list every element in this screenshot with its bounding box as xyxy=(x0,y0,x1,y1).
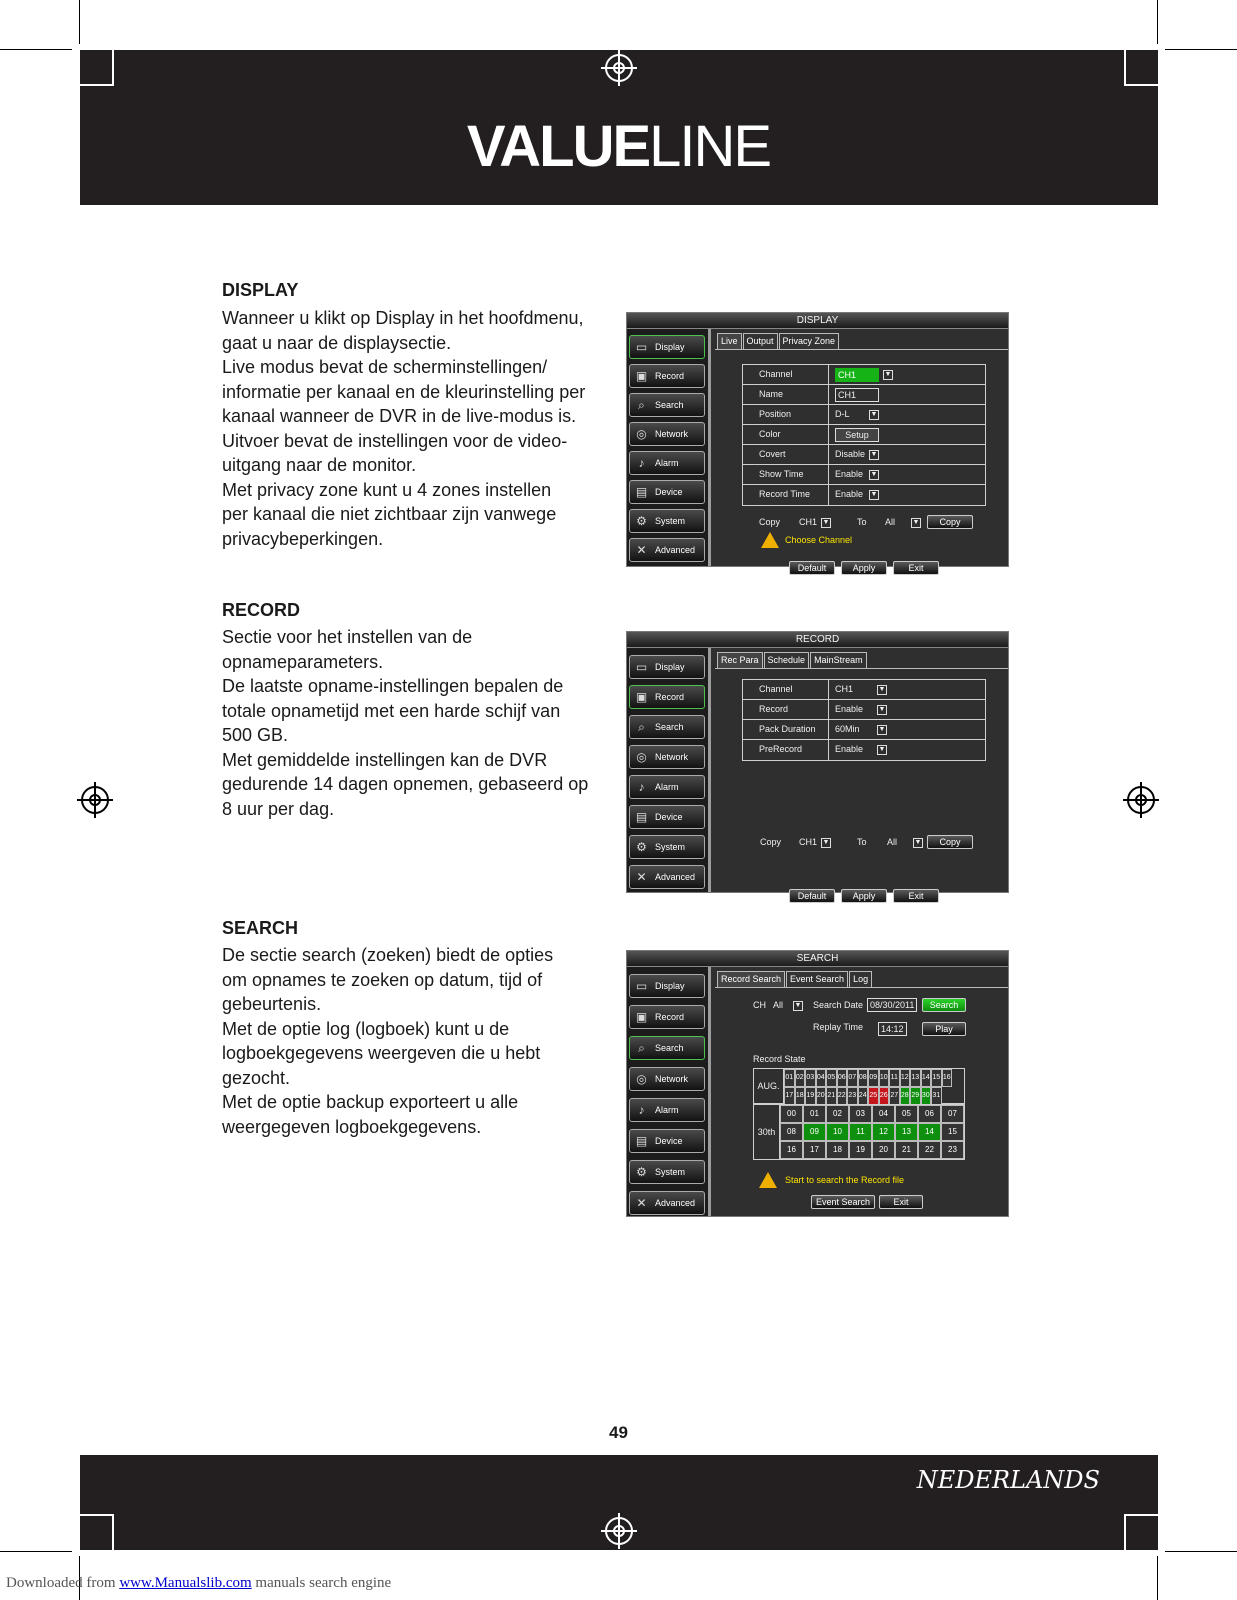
table-row xyxy=(743,485,985,505)
table-row xyxy=(743,425,985,445)
calendar-hour[interactable]: 07 xyxy=(941,1105,964,1123)
apply-button[interactable]: Apply xyxy=(841,889,887,903)
calendar-hour[interactable]: 18 xyxy=(826,1141,849,1159)
row-label: Channel xyxy=(743,365,829,384)
table-row xyxy=(743,385,985,405)
main-panel xyxy=(715,329,1008,573)
channel-select[interactable] xyxy=(829,365,985,384)
chevron-down-icon: ▼ xyxy=(878,725,886,733)
row-value: Enable xyxy=(835,744,864,754)
calendar-day[interactable]: 25 xyxy=(868,1087,879,1105)
row-value: CH1 xyxy=(835,388,879,402)
monitor-icon: ▭ xyxy=(635,979,648,993)
crop-mark xyxy=(79,0,80,44)
calendar-hour[interactable]: 14 xyxy=(918,1123,941,1141)
exit-button[interactable]: Exit xyxy=(879,1195,923,1209)
show-time-select[interactable] xyxy=(829,465,985,484)
warning-text: Choose Channel xyxy=(785,535,853,545)
table-row xyxy=(743,740,985,760)
row-value: CH1 xyxy=(835,684,854,694)
search-icon: ⌕ xyxy=(638,720,645,734)
replay-time-label: Replay Time xyxy=(813,1022,864,1032)
event-search-button[interactable]: Event Search xyxy=(811,1195,875,1209)
exit-button[interactable]: Exit xyxy=(893,889,939,903)
row-label: Show Time xyxy=(743,465,829,484)
settings-panel xyxy=(715,668,1008,901)
search-icon: ⌕ xyxy=(638,1041,645,1055)
tab-output[interactable]: Output xyxy=(743,333,778,349)
apply-button[interactable]: Apply xyxy=(841,561,887,575)
sidebar-item-network[interactable]: ◎ Network xyxy=(629,1067,705,1091)
search-screenshot xyxy=(626,950,1009,1217)
row-label: Record xyxy=(743,700,829,719)
copy-label: Copy xyxy=(760,837,782,847)
copy-button[interactable]: Copy xyxy=(927,515,973,529)
crop-mark xyxy=(1157,1556,1158,1600)
calendar-day[interactable]: 12 xyxy=(900,1069,911,1087)
alarm-icon: ♪ xyxy=(638,780,645,794)
screen-title: RECORD xyxy=(627,632,1008,648)
tab-privacy-zone[interactable]: Privacy Zone xyxy=(779,333,840,349)
table-row xyxy=(743,720,985,740)
calendar-hour[interactable]: 22 xyxy=(918,1141,941,1159)
language-label: NEDERLANDS xyxy=(916,1466,1100,1494)
tab-bar xyxy=(717,333,840,349)
calendar-hour[interactable]: 17 xyxy=(803,1141,826,1159)
network-icon: ◎ xyxy=(636,750,647,764)
tools-icon: ✕ xyxy=(636,543,647,557)
calendar-hour[interactable]: 21 xyxy=(895,1141,918,1159)
ch-select[interactable]: All ▼ xyxy=(773,1000,802,1010)
row-value: Enable xyxy=(835,469,864,479)
calendar-day[interactable]: 27 xyxy=(889,1087,900,1105)
default-button[interactable]: Default xyxy=(789,889,835,903)
calendar-day[interactable]: 13 xyxy=(910,1069,921,1087)
sidebar-item-network[interactable]: ◎ Network xyxy=(629,745,705,769)
day-label: 30th xyxy=(754,1105,780,1159)
calendar-day[interactable]: 20 xyxy=(816,1087,827,1105)
row-label: Channel xyxy=(743,680,829,699)
record-select[interactable] xyxy=(829,700,985,719)
manualslib-link[interactable]: www.Manualslib.com xyxy=(119,1575,252,1591)
chevron-down-icon: ▼ xyxy=(878,685,886,693)
calendar-day[interactable]: 28 xyxy=(900,1087,911,1105)
system-icon: ⚙ xyxy=(636,840,647,854)
corner-mark xyxy=(80,50,114,86)
sidebar-item-alarm[interactable]: ♪ Alarm xyxy=(629,775,705,799)
covert-select[interactable] xyxy=(829,445,985,464)
record-icon: ▣ xyxy=(635,690,648,704)
calendar-day[interactable]: 14 xyxy=(921,1069,932,1087)
row-label: Color xyxy=(743,425,829,444)
to-label: To xyxy=(857,837,867,847)
calendar-day[interactable]: 16 xyxy=(942,1069,953,1087)
hour-row xyxy=(780,1123,964,1141)
tab-rec-para[interactable]: Rec Para xyxy=(717,652,763,668)
device-icon: ▤ xyxy=(635,810,648,824)
calendar-hour[interactable]: 08 xyxy=(780,1123,803,1141)
chevron-down-icon: ▼ xyxy=(914,838,922,846)
row-value: Disable xyxy=(835,449,866,459)
tools-icon: ✕ xyxy=(636,870,647,884)
chevron-down-icon: ▼ xyxy=(794,1001,802,1009)
main-panel xyxy=(715,967,1008,1216)
calendar-day[interactable]: 26 xyxy=(879,1087,890,1105)
table-row xyxy=(743,365,985,385)
registration-mark-icon xyxy=(605,54,633,82)
calendar-hour[interactable]: 13 xyxy=(895,1123,918,1141)
crop-mark xyxy=(0,1551,72,1552)
monitor-icon: ▭ xyxy=(635,340,648,354)
network-icon: ◎ xyxy=(636,1072,647,1086)
corner-mark xyxy=(1124,50,1158,86)
prerecord-select[interactable] xyxy=(829,740,985,760)
sidebar-item-device[interactable]: ▤ Device xyxy=(629,480,705,504)
calendar-day[interactable]: 02 xyxy=(795,1069,806,1087)
row-value: Enable xyxy=(835,489,864,499)
tab-bar xyxy=(717,971,873,987)
calendar-day[interactable]: 06 xyxy=(837,1069,848,1087)
copy-to-select[interactable]: All ▼ xyxy=(887,837,922,847)
sidebar-item-alarm[interactable]: ♪ Alarm xyxy=(629,1098,705,1122)
chevron-down-icon: ▼ xyxy=(912,518,920,526)
calendar-hour[interactable]: 02 xyxy=(826,1105,849,1123)
record-time-select[interactable] xyxy=(829,485,985,505)
default-button[interactable]: Default xyxy=(789,561,835,575)
calendar-day[interactable]: 03 xyxy=(805,1069,816,1087)
tab-bar xyxy=(717,652,868,668)
page-number: 49 xyxy=(609,1423,628,1442)
row-value: Enable xyxy=(835,704,864,714)
sidebar xyxy=(627,967,711,1216)
copy-button[interactable]: Copy xyxy=(927,835,973,849)
calendar-hour[interactable]: 04 xyxy=(872,1105,895,1123)
chevron-down-icon: ▼ xyxy=(870,490,878,498)
calendar-day[interactable]: 05 xyxy=(826,1069,837,1087)
sidebar-item-advanced[interactable]: ✕ Advanced xyxy=(629,865,705,889)
section-body: Sectie voor het instellen van de opnameparameters. De laatste opname-instellingen bepalen de totale opnametijd met een harde schijf van 500 GB. Met gemiddelde instellingen kan de DVR gedurende 14 dagen opnemen, gebaseerd op 8 uur per dag. xyxy=(222,627,589,819)
calendar-day[interactable]: 21 xyxy=(826,1087,837,1105)
row-label: Covert xyxy=(743,445,829,464)
sidebar-item-device[interactable]: ▤ Device xyxy=(629,1129,705,1153)
sidebar-item-record[interactable]: ▣ Record xyxy=(629,685,705,709)
record-screenshot xyxy=(626,631,1009,901)
copy-label: Copy xyxy=(759,517,781,527)
sidebar-item-record[interactable]: ▣ Record xyxy=(629,364,705,388)
day-grid xyxy=(784,1069,952,1103)
day-row xyxy=(784,1069,952,1087)
crop-mark xyxy=(1165,1551,1237,1552)
sidebar xyxy=(627,329,711,566)
corner-mark xyxy=(80,1514,114,1550)
calendar-day[interactable]: 29 xyxy=(910,1087,921,1105)
crop-mark xyxy=(0,49,72,50)
calendar-hour[interactable]: 10 xyxy=(826,1123,849,1141)
sidebar-item-system[interactable]: ⚙ System xyxy=(629,1160,705,1184)
main-panel xyxy=(715,648,1008,901)
brand-logo: VALUELINE xyxy=(466,114,771,179)
row-value: D-L xyxy=(835,409,850,419)
calendar-day[interactable]: 18 xyxy=(795,1087,806,1105)
registration-mark-icon xyxy=(1127,786,1155,814)
calendar-day[interactable]: 08 xyxy=(858,1069,869,1087)
section-title: RECORD xyxy=(222,600,301,620)
calendar-day[interactable]: 07 xyxy=(847,1069,858,1087)
calendar-hour[interactable]: 23 xyxy=(941,1141,964,1159)
calendar-day[interactable]: 15 xyxy=(931,1069,942,1087)
settings-panel xyxy=(715,349,1008,573)
search-date-input[interactable]: 08/30/2011 xyxy=(867,998,917,1012)
download-credit: Downloaded from www.Manualslib.com manuals search engine xyxy=(6,1575,392,1591)
tab-live[interactable]: Live xyxy=(717,333,742,349)
registration-mark-icon xyxy=(605,1517,633,1545)
corner-mark xyxy=(1124,1514,1158,1550)
screen-title: SEARCH xyxy=(627,951,1008,967)
record-icon: ▣ xyxy=(635,1010,648,1024)
table-row xyxy=(743,405,985,425)
warning-icon xyxy=(759,1172,777,1188)
calendar-day[interactable]: 23 xyxy=(847,1087,858,1105)
sidebar-item-search[interactable]: ⌕ Search xyxy=(629,715,705,739)
calendar-hour[interactable]: 05 xyxy=(895,1105,918,1123)
calendar-day[interactable]: 01 xyxy=(784,1069,795,1087)
to-label: To xyxy=(857,517,867,527)
record-state-label: Record State xyxy=(753,1054,806,1064)
screen-title: DISPLAY xyxy=(627,313,1008,329)
calendar-hour[interactable]: 16 xyxy=(780,1141,803,1159)
copy-from-select[interactable]: CH1 ▼ xyxy=(799,517,830,527)
calendar-day[interactable]: 24 xyxy=(858,1087,869,1105)
calendar-day[interactable]: 11 xyxy=(889,1069,900,1087)
play-button[interactable]: Play xyxy=(922,1022,966,1036)
sidebar-item-search[interactable]: ⌕ Search xyxy=(629,393,705,417)
copy-to-select[interactable]: All ▼ xyxy=(885,517,920,527)
sidebar-item-search[interactable]: ⌕ Search xyxy=(629,1036,705,1060)
tab-event-search[interactable]: Event Search xyxy=(786,971,848,987)
tab-schedule[interactable]: Schedule xyxy=(764,652,810,668)
calendar-hour[interactable]: 00 xyxy=(780,1105,803,1123)
calendar-day[interactable]: 17 xyxy=(784,1087,795,1105)
row-label: Record Time xyxy=(743,485,829,505)
sidebar-item-display[interactable]: ▭ Display xyxy=(629,655,705,679)
chevron-down-icon: ▼ xyxy=(878,745,886,753)
calendar-hour[interactable]: 19 xyxy=(849,1141,872,1159)
chevron-down-icon: ▼ xyxy=(870,410,878,418)
monitor-icon: ▭ xyxy=(635,660,648,674)
channel-select[interactable] xyxy=(829,680,985,699)
row-label: PreRecord xyxy=(743,740,829,760)
search-date-label: Search Date xyxy=(813,1000,864,1010)
table-row xyxy=(743,445,985,465)
alarm-icon: ♪ xyxy=(638,1103,645,1117)
table-row xyxy=(743,680,985,700)
record-icon: ▣ xyxy=(635,369,648,383)
sidebar-item-alarm[interactable]: ♪ Alarm xyxy=(629,451,705,475)
sidebar xyxy=(627,648,711,892)
device-icon: ▤ xyxy=(635,485,648,499)
calendar-day[interactable]: 31 xyxy=(931,1087,942,1105)
warning-text: Start to search the Record file xyxy=(785,1175,905,1185)
month-label: AUG. xyxy=(754,1069,784,1103)
crop-mark xyxy=(1165,49,1237,50)
calendar-hour[interactable]: 01 xyxy=(803,1105,826,1123)
calendar-hour[interactable]: 09 xyxy=(803,1123,826,1141)
color-cell xyxy=(829,425,985,444)
section-title: DISPLAY xyxy=(222,280,299,300)
hour-row xyxy=(780,1105,964,1123)
calendar-day[interactable]: 22 xyxy=(837,1087,848,1105)
sidebar-item-display[interactable]: ▭ Display xyxy=(629,974,705,998)
calendar-hour[interactable]: 15 xyxy=(941,1123,964,1141)
hour-grid xyxy=(753,1104,965,1160)
section-body: Wanneer u klikt op Display in het hoofdmenu, gaat u naar de displaysectie. Live modus bevat de scherminstellingen/ informatie per kanaal en de kleurinstelling per kanaal wanneer de DVR in de live-modus is. Uitvoer bevat de instellingen voor de video- uitgang naar de monitor. Met privacy zone kunt u 4 zones instellen per kanaal die niet zichtbaar zijn vanwege privacybeperkingen. xyxy=(222,308,586,549)
search-panel xyxy=(715,987,1008,1216)
month-calendar xyxy=(753,1068,965,1104)
table-row xyxy=(743,465,985,485)
day-row xyxy=(784,1087,952,1105)
sidebar-item-system[interactable]: ⚙ System xyxy=(629,835,705,859)
network-icon: ◎ xyxy=(636,427,647,441)
system-icon: ⚙ xyxy=(636,1165,647,1179)
hour-row xyxy=(780,1141,964,1159)
display-screenshot xyxy=(626,312,1009,573)
row-value: CH1 xyxy=(835,368,879,382)
row-label: Name xyxy=(743,385,829,404)
crop-mark xyxy=(1157,0,1158,44)
row-value: 60Min xyxy=(835,724,860,734)
hour-rows xyxy=(780,1105,964,1159)
calendar-hour[interactable]: 12 xyxy=(872,1123,895,1141)
table-row xyxy=(743,700,985,720)
section-title: SEARCH xyxy=(222,918,299,938)
settings-table xyxy=(742,679,986,761)
registration-mark-icon xyxy=(81,786,109,814)
calendar-day[interactable]: 19 xyxy=(805,1087,816,1105)
pack-duration-select[interactable] xyxy=(829,720,985,739)
chevron-down-icon: ▼ xyxy=(870,470,878,478)
chevron-down-icon: ▼ xyxy=(822,518,830,526)
sidebar-item-advanced[interactable]: ✕ Advanced xyxy=(629,538,705,562)
alarm-icon: ♪ xyxy=(638,456,645,470)
tab-record-search[interactable]: Record Search xyxy=(717,971,785,987)
setup-button[interactable]: Setup xyxy=(835,428,879,442)
sidebar-item-advanced[interactable]: ✕ Advanced xyxy=(629,1191,705,1215)
calendar-day[interactable]: 10 xyxy=(879,1069,890,1087)
device-icon: ▤ xyxy=(635,1134,648,1148)
calendar-day[interactable]: 30 xyxy=(921,1087,932,1105)
chevron-down-icon: ▼ xyxy=(884,370,892,378)
calendar-day[interactable]: 04 xyxy=(816,1069,827,1087)
tab-mainstream[interactable]: MainStream xyxy=(810,652,867,668)
warning-icon xyxy=(761,532,779,548)
search-button[interactable]: Search xyxy=(922,998,966,1012)
row-label: Position xyxy=(743,405,829,424)
sidebar-item-display[interactable]: ▭ Display xyxy=(629,335,705,359)
system-icon: ⚙ xyxy=(636,514,647,528)
chevron-down-icon: ▼ xyxy=(878,705,886,713)
sidebar-item-network[interactable]: ◎ Network xyxy=(629,422,705,446)
position-select[interactable] xyxy=(829,405,985,424)
ch-label: CH xyxy=(753,1000,766,1010)
calendar-hour[interactable]: 03 xyxy=(849,1105,872,1123)
chevron-down-icon: ▼ xyxy=(870,450,878,458)
name-field[interactable] xyxy=(829,385,985,404)
sidebar-item-system[interactable]: ⚙ System xyxy=(629,509,705,533)
exit-button[interactable]: Exit xyxy=(893,561,939,575)
search-icon: ⌕ xyxy=(638,398,645,412)
section-body: De sectie search (zoeken) biedt de opties om opnames te zoeken op datum, tijd of gebeurtenis. Met de optie log (logboek) kunt u de logboekgegevens weergeven die u hebt gezocht. Met de optie backup exporteert u alle weergegeven logboekgegevens. xyxy=(222,945,554,1137)
chevron-down-icon: ▼ xyxy=(822,838,830,846)
sidebar-item-device[interactable]: ▤ Device xyxy=(629,805,705,829)
copy-from-select[interactable]: CH1 ▼ xyxy=(799,837,830,847)
calendar-hour[interactable]: 06 xyxy=(918,1105,941,1123)
calendar-hour[interactable]: 20 xyxy=(872,1141,895,1159)
replay-time-input[interactable]: 14:12 xyxy=(878,1022,907,1036)
calendar-day[interactable]: 09 xyxy=(868,1069,879,1087)
calendar-hour[interactable]: 11 xyxy=(849,1123,872,1141)
row-label: Pack Duration xyxy=(743,720,829,739)
settings-table xyxy=(742,364,986,506)
tools-icon: ✕ xyxy=(636,1196,647,1210)
tab-log[interactable]: Log xyxy=(849,971,872,987)
sidebar-item-record[interactable]: ▣ Record xyxy=(629,1005,705,1029)
